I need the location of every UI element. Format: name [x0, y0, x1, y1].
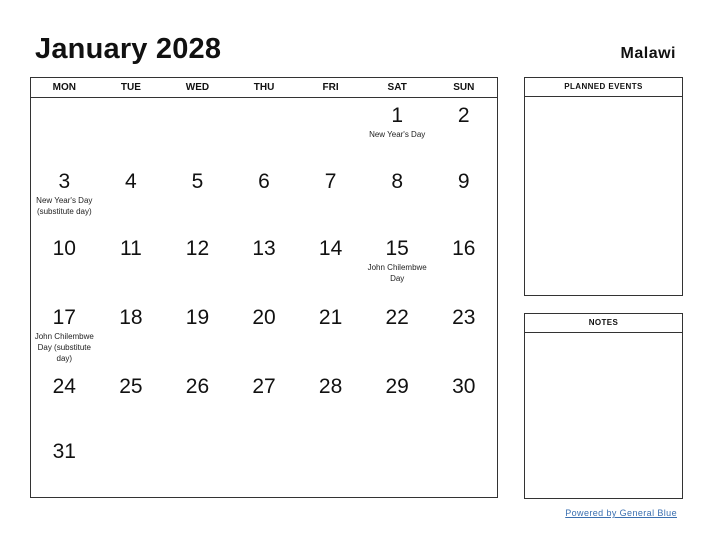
- day-number: 15: [385, 237, 409, 260]
- day-cell: [231, 98, 298, 140]
- weekday-wed: WED: [185, 82, 210, 93]
- day-number: 21: [318, 306, 343, 329]
- day-number: 11: [119, 237, 142, 260]
- holiday-label: John Chilembwe Day (substitute day): [34, 332, 94, 363]
- weekday-tue: TUE: [120, 82, 141, 93]
- day-cell: [31, 300, 98, 364]
- day-cell: [430, 164, 497, 217]
- day-number: 31: [52, 440, 76, 463]
- page-title: January 2028: [35, 33, 222, 65]
- day-number: 20: [252, 306, 276, 329]
- day-number: 4: [125, 170, 137, 193]
- weekday-thu: THU: [253, 82, 275, 93]
- day-cell: [31, 434, 98, 464]
- day-number: 2: [457, 104, 470, 127]
- holiday-label: John Chilembwe Day: [367, 263, 427, 283]
- day-number: [231, 98, 298, 104]
- day-number: 14: [318, 237, 343, 260]
- day-cell: [98, 369, 165, 399]
- day-cell: [231, 434, 298, 464]
- day-number: 3: [58, 170, 71, 193]
- day-number: 28: [318, 375, 343, 398]
- day-cell: [164, 369, 231, 399]
- holiday-label: New Year's Day: [369, 130, 426, 139]
- day-number: [98, 98, 165, 104]
- calendar-week: [31, 98, 497, 140]
- day-cell: [297, 164, 364, 217]
- notes-heading: NOTES: [525, 314, 682, 333]
- day-cell: [31, 98, 98, 140]
- day-cell: [164, 98, 231, 140]
- day-number: [98, 434, 165, 440]
- weekday-fri: FRI: [322, 82, 339, 93]
- calendar-week: [31, 369, 497, 399]
- calendar-week: [31, 300, 497, 364]
- powered-by-link[interactable]: Powered by General Blue: [565, 508, 677, 518]
- day-cell: [364, 231, 431, 284]
- day-cell: [364, 434, 431, 464]
- day-number: 7: [324, 170, 337, 193]
- day-number: 16: [452, 237, 476, 260]
- day-cell: [164, 231, 231, 284]
- day-number: [164, 434, 231, 440]
- calendar-week: [31, 231, 497, 284]
- day-number: 25: [119, 375, 143, 398]
- calendar-week: [31, 164, 497, 217]
- planned-events-heading: PLANNED EVENTS: [525, 78, 682, 97]
- day-cell: [297, 231, 364, 284]
- day-cell: [364, 164, 431, 217]
- day-number: 8: [391, 170, 404, 193]
- day-cell: [364, 98, 431, 140]
- day-cell: [364, 300, 431, 364]
- day-cell: [98, 434, 165, 464]
- day-cell: [31, 164, 98, 217]
- day-cell: [231, 164, 298, 217]
- calendar-body: [31, 98, 497, 498]
- day-number: [231, 434, 298, 440]
- day-number: 17: [52, 306, 76, 329]
- day-cell: [297, 98, 364, 140]
- holiday-label: New Year's Day (substitute day): [36, 196, 93, 216]
- day-number: 9: [457, 170, 470, 193]
- country-label: Malawi: [620, 45, 676, 62]
- day-cell: [98, 231, 165, 284]
- day-number: 1: [391, 104, 404, 127]
- planned-events-panel: [524, 77, 683, 296]
- day-number: [31, 98, 98, 104]
- day-number: [164, 98, 231, 104]
- day-number: 24: [52, 375, 76, 398]
- notes-panel: [524, 313, 683, 499]
- day-number: 12: [185, 237, 210, 260]
- day-number: 6: [258, 170, 270, 193]
- day-number: [430, 434, 497, 440]
- calendar-grid: [30, 77, 498, 498]
- day-cell: [430, 300, 497, 364]
- day-number: [364, 434, 431, 440]
- day-number: 26: [185, 375, 210, 398]
- weekday-mon: MON: [52, 82, 76, 93]
- day-cell: [164, 300, 231, 364]
- day-cell: [430, 369, 497, 399]
- day-number: [297, 434, 364, 440]
- day-cell: [98, 98, 165, 140]
- day-cell: [297, 300, 364, 364]
- day-number: 23: [452, 306, 476, 329]
- day-cell: [98, 164, 165, 217]
- day-number: 18: [119, 306, 143, 329]
- day-number: 22: [385, 306, 409, 329]
- day-cell: [164, 434, 231, 464]
- day-cell: [297, 369, 364, 399]
- day-cell: [31, 369, 98, 399]
- weekday-header: [31, 78, 497, 98]
- day-number: 13: [252, 237, 276, 260]
- day-cell: [297, 434, 364, 464]
- weekday-sat: SAT: [387, 82, 407, 93]
- weekday-sun: SUN: [453, 82, 475, 93]
- day-cell: [231, 369, 298, 399]
- day-cell: [430, 231, 497, 284]
- day-cell: [430, 98, 497, 140]
- day-number: 29: [385, 375, 409, 398]
- day-cell: [231, 231, 298, 284]
- day-number: 10: [52, 237, 76, 260]
- day-number: 19: [185, 306, 210, 329]
- day-cell: [231, 300, 298, 364]
- day-cell: [164, 164, 231, 217]
- day-cell: [364, 369, 431, 399]
- calendar-week: [31, 434, 497, 464]
- day-cell: [98, 300, 165, 364]
- day-number: [297, 98, 364, 104]
- day-number: 30: [452, 375, 476, 398]
- day-cell: [31, 231, 98, 284]
- day-number: 27: [252, 375, 276, 398]
- day-number: 5: [191, 170, 204, 193]
- day-cell: [430, 434, 497, 464]
